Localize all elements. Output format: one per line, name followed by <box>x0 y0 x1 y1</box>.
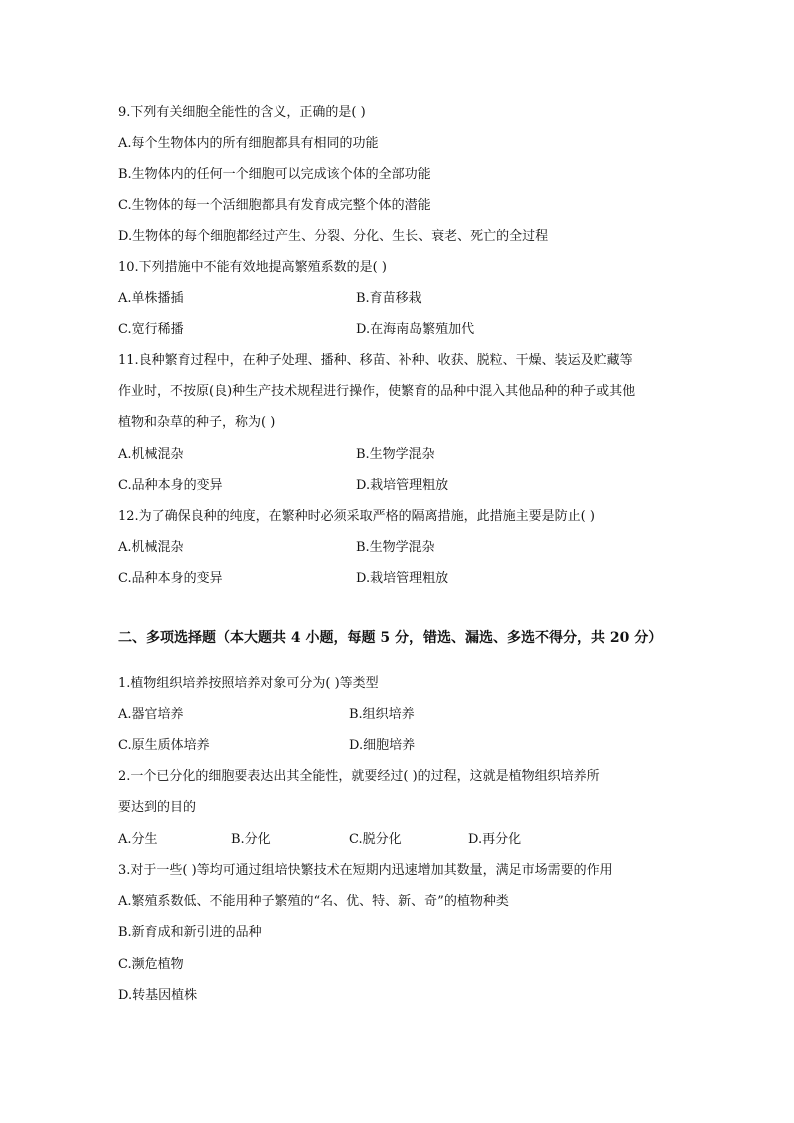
q11-stem-line1: 11.良种繁育过程中，在种子处理、播种、移苗、补种、收获、脱粒、干燥、装运及贮藏等 <box>118 353 633 368</box>
section-heading: 二、多项选择题（本大题共 4 小题，每题 5 分，错选、漏选、多选不得分，共 20 分） <box>118 630 663 646</box>
q12-stem: 12.为了确保良种的纯度，在繁种时必须采取严格的隔离措施，此措施主要是防止( ) <box>118 509 595 524</box>
m1-option-b: B.组织培养 <box>349 707 415 722</box>
m2-option-b: B.分化 <box>231 832 271 847</box>
q11-option-b: B.生物学混杂 <box>356 447 435 462</box>
q10-option-b: B.育苗移栽 <box>356 291 422 306</box>
q11-option-d: D.栽培管理粗放 <box>356 478 449 493</box>
m3-option-a: A.繁殖系数低、不能用种子繁殖的“名、优、特、新、奇”的植物种类 <box>118 894 509 909</box>
q11-stem-line2: 作业时，不按原(良)种生产技术规程进行操作，使繁育的品种中混入其他品种的种子或其他 <box>118 384 636 399</box>
q10-option-d: D.在海南岛繁殖加代 <box>356 322 475 337</box>
m1-option-d: D.细胞培养 <box>349 738 416 753</box>
q9-option-d: D.生物体的每个细胞都经过产生、分裂、分化、生长、衰老、死亡的全过程 <box>118 229 549 244</box>
m1-stem: 1.植物组织培养按照培养对象可分为( )等类型 <box>118 676 379 691</box>
q11-option-a: A.机械混杂 <box>118 447 184 462</box>
m2-option-d: D.再分化 <box>468 832 522 847</box>
m3-option-d: D.转基因植株 <box>118 988 198 1003</box>
q12-option-b: B.生物学混杂 <box>356 540 435 555</box>
q9-option-c: C.生物体的每一个活细胞都具有发育成完整个体的潜能 <box>118 198 431 213</box>
m2-option-a: A.分生 <box>118 832 158 847</box>
q12-option-a: A.机械混杂 <box>118 540 184 555</box>
q9-stem: 9.下列有关细胞全能性的含义，正确的是( ) <box>118 105 366 120</box>
q10-option-c: C.宽行稀播 <box>118 322 184 337</box>
m3-stem: 3.对于一些( )等均可通过组培快繁技术在短期内迅速增加其数量，满足市场需要的作用 <box>118 863 613 878</box>
m1-option-c: C.原生质体培养 <box>118 738 210 753</box>
q9-option-b: B.生物体内的任何一个细胞可以完成该个体的全部功能 <box>118 167 431 182</box>
m3-option-b: B.新育成和新引进的品种 <box>118 925 262 940</box>
m2-stem-line1: 2.一个已分化的细胞要表达出其全能性，就要经过( )的过程，这就是植物组织培养所 <box>118 769 600 784</box>
q11-stem-line3: 植物和杂草的种子，称为( ) <box>118 415 276 430</box>
m3-option-c: C.濒危植物 <box>118 957 184 972</box>
q11-option-c: C.品种本身的变异 <box>118 478 223 493</box>
m2-stem-line2: 要达到的目的 <box>118 800 197 815</box>
m2-option-c: C.脱分化 <box>349 832 402 847</box>
q12-option-c: C.品种本身的变异 <box>118 571 223 586</box>
q10-stem: 10.下列措施中不能有效地提高繁殖系数的是( ) <box>118 260 387 275</box>
q10-option-a: A.单株播插 <box>118 291 184 306</box>
m1-option-a: A.器官培养 <box>118 707 184 722</box>
q12-option-d: D.栽培管理粗放 <box>356 571 449 586</box>
q9-option-a: A.每个生物体内的所有细胞都具有相同的功能 <box>118 136 379 151</box>
